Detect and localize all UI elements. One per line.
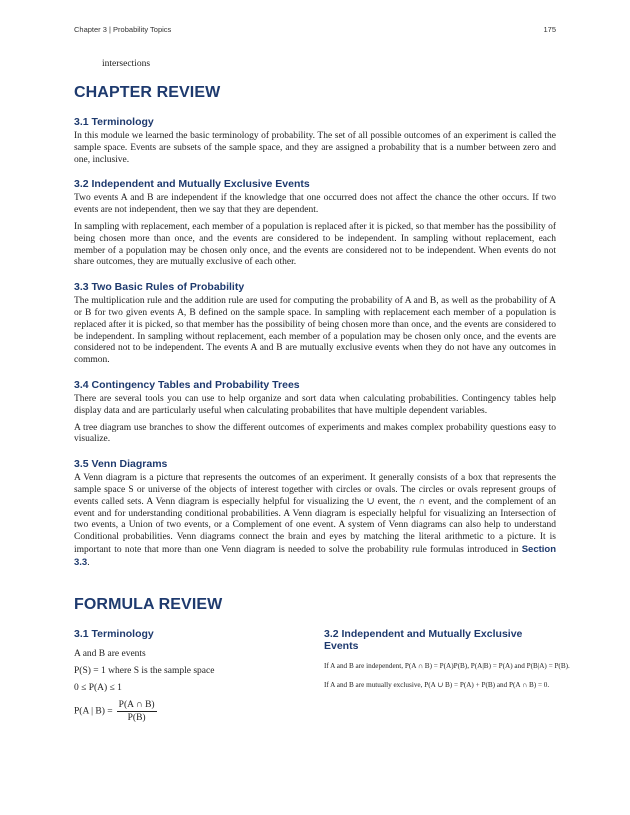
formula-review-heading: FORMULA REVIEW	[74, 595, 223, 613]
page-content	[74, 58, 570, 729]
section-3-5-text: A Venn diagram is a picture that represents the outcomes of an experiment. It generally consists of a box that represents the sample space S or universe of the objects of interest together with circles or ovals. The circles or ovals represent groups of events called sets. A Venn diagram is especially helpful for visualizing the ∪ event, the ∩ event, and the complement of an event and for understanding conditional probabilities. A Venn diagram is especially helpful for visualizing an Intersection of two events, a Union of two events, or a Complement of one event. A system of Venn diagrams can also help to understand Conditional probabilities. Venn diagrams connect the brain and eyes by matching the literal arithmetic to a picture. It is important to note that more than one Venn diagram is needed to solve the probability rule formulas introduced in	[74, 473, 556, 555]
section-3-1-heading: 3.1 Terminology	[74, 116, 154, 128]
formula-3-1-heading: 3.1 Terminology	[74, 627, 154, 640]
conditional-lhs: P(A | B) =	[74, 706, 113, 717]
fraction-denominator: P(B)	[127, 712, 146, 723]
trailing-text: intersections	[102, 59, 151, 69]
section-3-4-heading: 3.4 Contingency Tables and Probability Trees	[74, 378, 300, 391]
formula-probability-range: 0 ≤ P(A) ≤ 1	[74, 682, 122, 693]
section-3-3-link[interactable]: Section 3.3	[74, 543, 557, 568]
formula-conditional-probability	[74, 699, 304, 724]
section-3-1-paragraph: In this module we learned the basic terminology of probability. The set of all possible outcomes of an experiment is called the sample space. Events are subsets of the sample space, and they are assigned a probability that is a number between zero and one, inclusive.	[74, 131, 556, 165]
formula-column-terminology	[74, 628, 304, 729]
chapter-review-heading: CHAPTER REVIEW	[74, 84, 221, 101]
running-header-chapter: Chapter 3 | Probability Topics	[74, 25, 172, 34]
formula-events: A and B are events	[74, 648, 146, 659]
section-3-5-heading: 3.5 Venn Diagrams	[74, 458, 168, 471]
fraction-numerator: P(A ∩ B)	[118, 699, 155, 710]
formula-mutually-exclusive: If A and B are mutually exclusive, P(A ∪ B) = P(A) + P(B) and P(A ∩ B) = 0.	[324, 680, 550, 689]
formula-column-independent	[324, 627, 570, 729]
section-3-4-paragraph-2: A tree diagram use branches to show the different outcomes of experiments and makes complex probability questions easy to visualize.	[74, 422, 556, 445]
section-3-2-paragraph-2: In sampling with replacement, each member of a population is replaced after it is picked, so that member has the possibility of being chosen more than once, and the events are considered to be independent. In sampling without replacement, each member of a population may be chosen only once, and the events are considered not to be independent. When events do not share outcomes, they are mutually exclusive of each other.	[74, 221, 556, 268]
formula-columns	[74, 627, 570, 729]
section-3-5-period: .	[87, 557, 90, 568]
formula-independent: If A and B are independent, P(A ∩ B) = P(A)P(B), P(A|B) = P(A) and P(B|A) = P(B).	[324, 661, 570, 670]
section-3-2-paragraph-1: Two events A and B are independent if the knowledge that one occurred does not affect the chance the other occurs. If two events are not independent, then we say that they are dependent.	[74, 193, 556, 216]
section-3-5-paragraph	[74, 473, 556, 569]
page-number: 175	[543, 25, 556, 34]
formula-3-2-heading: 3.2 Independent and Mutually Exclusive Events	[324, 627, 523, 652]
section-3-4-paragraph-1: There are several tools you can use to help organize and sort data when calculating probabilities. Contingency tables help display data and are particularly useful when calculating probabilites that have multiple dependent variables.	[74, 393, 556, 416]
section-3-3-heading: 3.3 Two Basic Rules of Probability	[74, 281, 245, 294]
section-3-2-heading: 3.2 Independent and Mutually Exclusive Events	[74, 178, 310, 191]
conditional-fraction	[117, 699, 157, 724]
formula-sample-space: P(S) = 1 where S is the sample space	[74, 665, 215, 676]
section-3-3-paragraph: The multiplication rule and the addition rule are used for computing the probability of A and B, as well as the probability of A or B for two given events A, B defined on the sample space. In sampling with replacement each member of a population is replaced after it is picked, so that member has the possibility of being chosen more than once, and the events are considered to be independent. In sampling without replacement, each member of a population may be chosen only once, and the events are considered not to be independent. The events A and B are mutually exclusive events when they do not have any outcomes in common.	[74, 296, 556, 366]
